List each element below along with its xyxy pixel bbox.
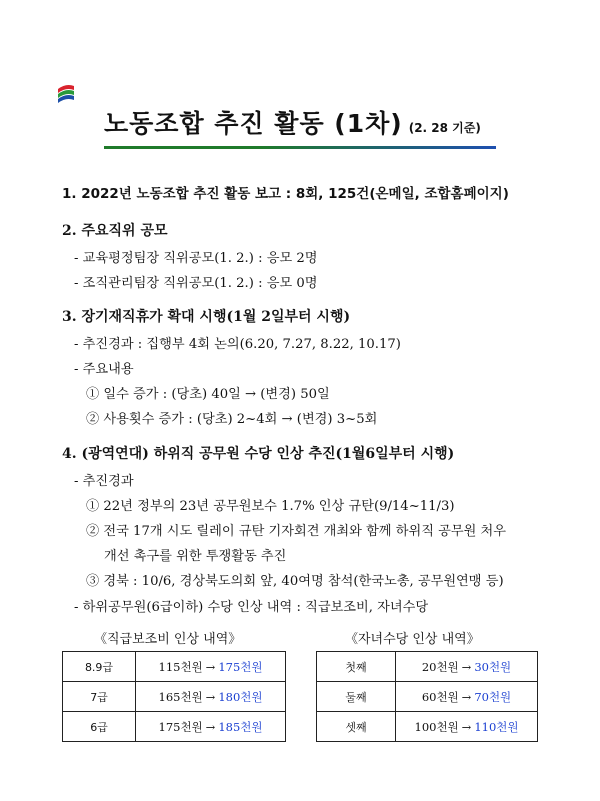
new-value: 185천원 bbox=[218, 719, 263, 734]
amount-cell bbox=[136, 652, 286, 682]
organization-logo-icon bbox=[56, 82, 76, 108]
title-date: (2. 28 기준) bbox=[408, 121, 481, 135]
grade-allowance-table bbox=[62, 651, 286, 742]
old-value: 165천원 bbox=[158, 689, 203, 704]
grade-allowance-table-title: 《직급보조비 인상 내역》 bbox=[94, 632, 242, 647]
table-row bbox=[63, 682, 286, 712]
section-4-subitem: ② 전국 17개 시도 릴레이 규탄 기자회견 개최와 함께 하위직 공무원 처우 bbox=[86, 524, 507, 539]
section-4-subitem-continued: 개선 촉구를 위한 투쟁활동 추진 bbox=[104, 549, 287, 564]
new-value: 70천원 bbox=[474, 689, 512, 704]
title-text: 노동조합 추진 활동 (1차) bbox=[104, 109, 403, 138]
title-underline bbox=[104, 146, 496, 149]
amount-cell bbox=[136, 682, 286, 712]
child-order-cell: 첫째 bbox=[317, 652, 396, 682]
amount-cell bbox=[396, 712, 538, 742]
table-row bbox=[317, 652, 538, 682]
new-value: 175천원 bbox=[218, 659, 263, 674]
table-row bbox=[63, 712, 286, 742]
child-order-cell: 둘째 bbox=[317, 682, 396, 712]
child-order-cell: 셋째 bbox=[317, 712, 396, 742]
section-2-heading: 2. 주요직위 공모 bbox=[62, 223, 168, 239]
old-value: 100천원 bbox=[414, 719, 459, 734]
old-value: 175천원 bbox=[158, 719, 203, 734]
section-4-subitem: ① 22년 정부의 23년 공무원보수 1.7% 인상 규탄(9/14~11/3) bbox=[86, 499, 455, 514]
grade-cell: 8.9급 bbox=[63, 652, 136, 682]
arrow-icon: → bbox=[205, 659, 216, 674]
section-4-item: - 추진경과 bbox=[74, 474, 134, 489]
section-3-subitem: ① 일수 증가 : (당초) 40일 → (변경) 50일 bbox=[86, 387, 330, 402]
grade-cell: 7급 bbox=[63, 682, 136, 712]
arrow-icon: → bbox=[205, 689, 216, 704]
section-4-item: - 하위공무원(6급이하) 수당 인상 내역 : 직급보조비, 자녀수당 bbox=[74, 600, 429, 615]
old-value: 20천원 bbox=[421, 659, 459, 674]
section-3-heading: 3. 장기재직휴가 확대 시행(1월 2일부터 시행) bbox=[62, 309, 351, 325]
table-row bbox=[317, 712, 538, 742]
new-value: 180천원 bbox=[218, 689, 263, 704]
section-4-heading: 4. (광역연대) 하위직 공무원 수당 인상 추진(1월6일부터 시행) bbox=[62, 446, 455, 462]
new-value: 110천원 bbox=[474, 719, 519, 734]
page-title bbox=[104, 104, 504, 140]
child-allowance-table-title: 《자녀수당 인상 내역》 bbox=[345, 632, 480, 647]
arrow-icon: → bbox=[461, 659, 472, 674]
section-3-item: - 주요내용 bbox=[74, 362, 134, 377]
arrow-icon: → bbox=[461, 719, 472, 734]
arrow-icon: → bbox=[205, 719, 216, 734]
section-3-subitem: ② 사용횟수 증가 : (당초) 2~4회 → (변경) 3~5회 bbox=[86, 412, 378, 427]
section-3-item: - 추진경과 : 집행부 4회 논의(6.20, 7.27, 8.22, 10.17) bbox=[74, 337, 401, 352]
grade-cell: 6급 bbox=[63, 712, 136, 742]
child-allowance-table bbox=[316, 651, 538, 742]
section-1-heading: 1. 2022년 노동조합 추진 활동 보고 : 8회, 125건(온메일, 조합홈페이지) bbox=[62, 186, 509, 202]
table-row bbox=[63, 652, 286, 682]
section-2-item: - 조직관리팀장 직위공모(1. 2.) : 응모 0명 bbox=[74, 276, 318, 291]
old-value: 60천원 bbox=[421, 689, 459, 704]
amount-cell bbox=[136, 712, 286, 742]
amount-cell bbox=[396, 682, 538, 712]
new-value: 30천원 bbox=[474, 659, 512, 674]
section-2-item: - 교육평정팀장 직위공모(1. 2.) : 응모 2명 bbox=[74, 251, 318, 266]
section-4-subitem: ③ 경북 : 10/6, 경상북도의회 앞, 40여명 참석(한국노총, 공무원연맹 등) bbox=[86, 574, 504, 589]
table-row bbox=[317, 682, 538, 712]
amount-cell bbox=[396, 652, 538, 682]
old-value: 115천원 bbox=[158, 659, 203, 674]
arrow-icon: → bbox=[461, 689, 472, 704]
